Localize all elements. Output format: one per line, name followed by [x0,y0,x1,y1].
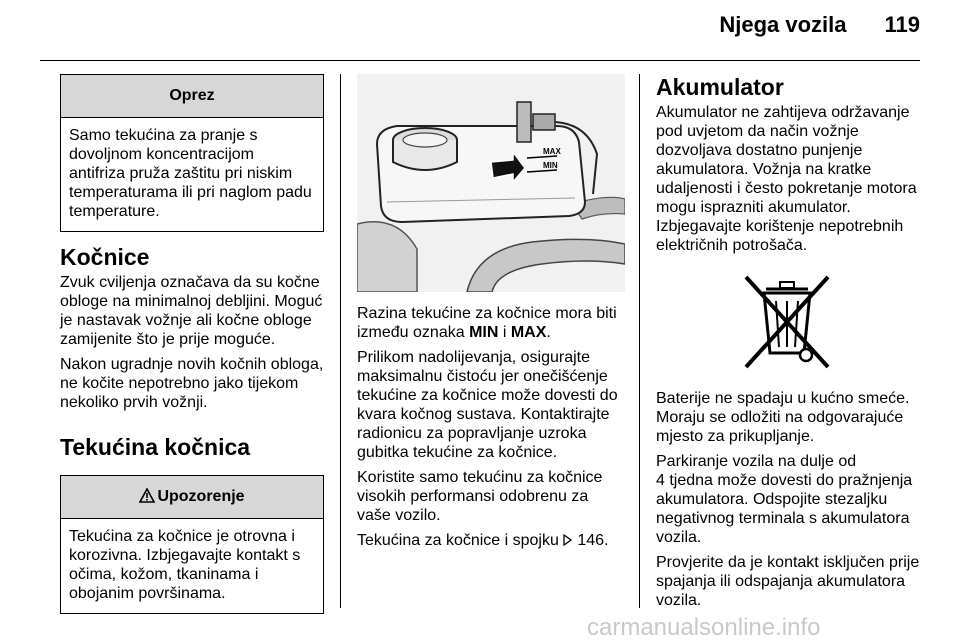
text-line: zamijenite što je prije moguće. [60,331,276,348]
text-fragment: Tekućina za kočnice i spojku [357,532,564,549]
page-reference-link[interactable]: 146. [577,532,609,549]
text-line: obloge na minimalnoj debljini. Moguć [60,293,323,310]
text-line: gubitka tekućine za kočnice. [357,444,558,461]
text-line: Razina tekućine za kočnice mora biti [357,305,617,322]
column-left [60,74,324,614]
text-line: Zvuk cviljenja označava da su kočne [60,274,320,291]
text-line: mogu isprazniti akumulator. [656,199,851,216]
min-label: MIN [469,324,499,341]
text-line: Samo tekućina za pranje s [69,127,258,144]
text-line: Provjerite da je kontakt isključen prije [656,554,920,571]
performance-paragraph [357,468,625,525]
reference-paragraph [357,531,625,551]
page-number: 119 [884,12,920,37]
column-divider-right [639,74,640,608]
text-line: mjesto za prikupljanje. [656,428,815,445]
text-line: temperature. [69,203,160,220]
warning-box [60,475,324,614]
text-line: temperaturama ili pri naglom padu [69,184,312,201]
text-line: vozila. [656,592,702,609]
ignition-paragraph [656,553,926,610]
brakes-paragraph [60,273,324,349]
text-line: radionicu za popravljanje uzroka [357,425,587,442]
refill-paragraph [357,348,625,462]
caution-box-title: Oprez [61,75,323,118]
text-line: vozila. [656,529,702,546]
page-header [719,12,920,38]
text-line: Izbjegavajte korištenje nepotrebnih [656,218,904,235]
text-line: antifriza pruža zaštitu pri niskim [69,165,293,182]
caution-box [60,74,324,232]
text-line: dovoljnom koncentracijom [69,146,254,163]
warning-box-body [61,519,323,613]
brake-fluid-reservoir-photo [357,74,625,292]
warning-box-title [61,476,323,519]
text-fragment: i [498,324,511,341]
brake-fluid-heading: Tekućina kočnica [60,434,251,460]
text-line: ne kočite nepotrebno jako tijekom [60,375,299,392]
text-line: korozivna. Izbjegavajte kontakt s [69,547,301,564]
text-line: udaljenosti i često pokretanje motora [656,180,917,197]
text-line: nekoliko prvih vožnji. [60,394,208,411]
text-line: dozvoljava dostatno punjenje [656,142,863,159]
battery-paragraph [656,103,926,255]
text-line: vaše vozilo. [357,507,441,524]
text-line: akumulatora. Odspojite stezaljku [656,491,888,508]
text-line: obojanim površinama. [69,585,226,602]
text-line: visokih performansi odobrenu za [357,488,589,505]
text-line: Baterije ne spadaju u kućno smeće. [656,390,910,407]
header-rule [40,60,920,61]
text-line: Moraju se odložiti na odgovarajuće [656,409,904,426]
warning-title-text: Upozorenje [157,488,245,505]
text-line: između oznaka [357,324,470,341]
brake-pads-paragraph [60,355,324,412]
max-label: MAX [510,324,547,341]
text-line: Prilikom nadolijevanja, osigurajte [357,349,591,366]
text-line: Nakon ugradnje novih kočnih obloga, [60,356,324,373]
text-line: električnih potrošača. [656,237,808,254]
parking-paragraph [656,452,926,547]
level-paragraph [357,304,625,342]
text-line: negativnog terminala s akumulatora [656,510,910,527]
crossed-out-bin-icon [732,271,842,375]
column-right [656,74,926,610]
text-line: Koristite samo tekućinu za kočnice [357,469,603,486]
battery-heading: Akumulator [656,74,784,100]
caution-box-body [61,118,323,231]
text-line: 4 tjedna može dovesti do pražnjenja [656,472,913,489]
text-line: je nastavak vožnje ali kočne obloge [60,312,312,329]
brakes-heading: Kočnice [60,244,150,270]
text-line: maksimalnu čistoću jer onečišćenje [357,368,608,385]
text-line: očima, kožom, tkaninama i [69,566,259,583]
watermark: carmanualsonline.info [587,614,821,641]
text-line: akumulatora. Vožnja na kratke [656,161,872,178]
max-mark-label: MAX [543,147,561,156]
text-line: pod uvjetom da način vožnje [656,123,859,140]
text-line: Akumulator ne zahtijeva održavanje [656,104,910,121]
text-line: Parkiranje vozila na dulje od [656,453,857,470]
text-line: tekućine za kočnice može dovesti do [357,387,618,404]
text-fragment: . [546,324,551,341]
column-divider-left [340,74,341,608]
disposal-paragraph [656,389,926,446]
warning-triangle-icon [139,478,155,520]
text-line: spajanja ili odspajanja akumulatora [656,573,906,590]
min-mark-label: MIN [543,161,558,170]
section-title: Njega vozila [719,12,847,37]
text-line: Tekućina za kočnice je otrovna i [69,528,295,545]
page-reference-icon [563,532,573,551]
column-middle [357,74,625,551]
text-line: kvara kočnog sustava. Kontaktirajte [357,406,610,423]
